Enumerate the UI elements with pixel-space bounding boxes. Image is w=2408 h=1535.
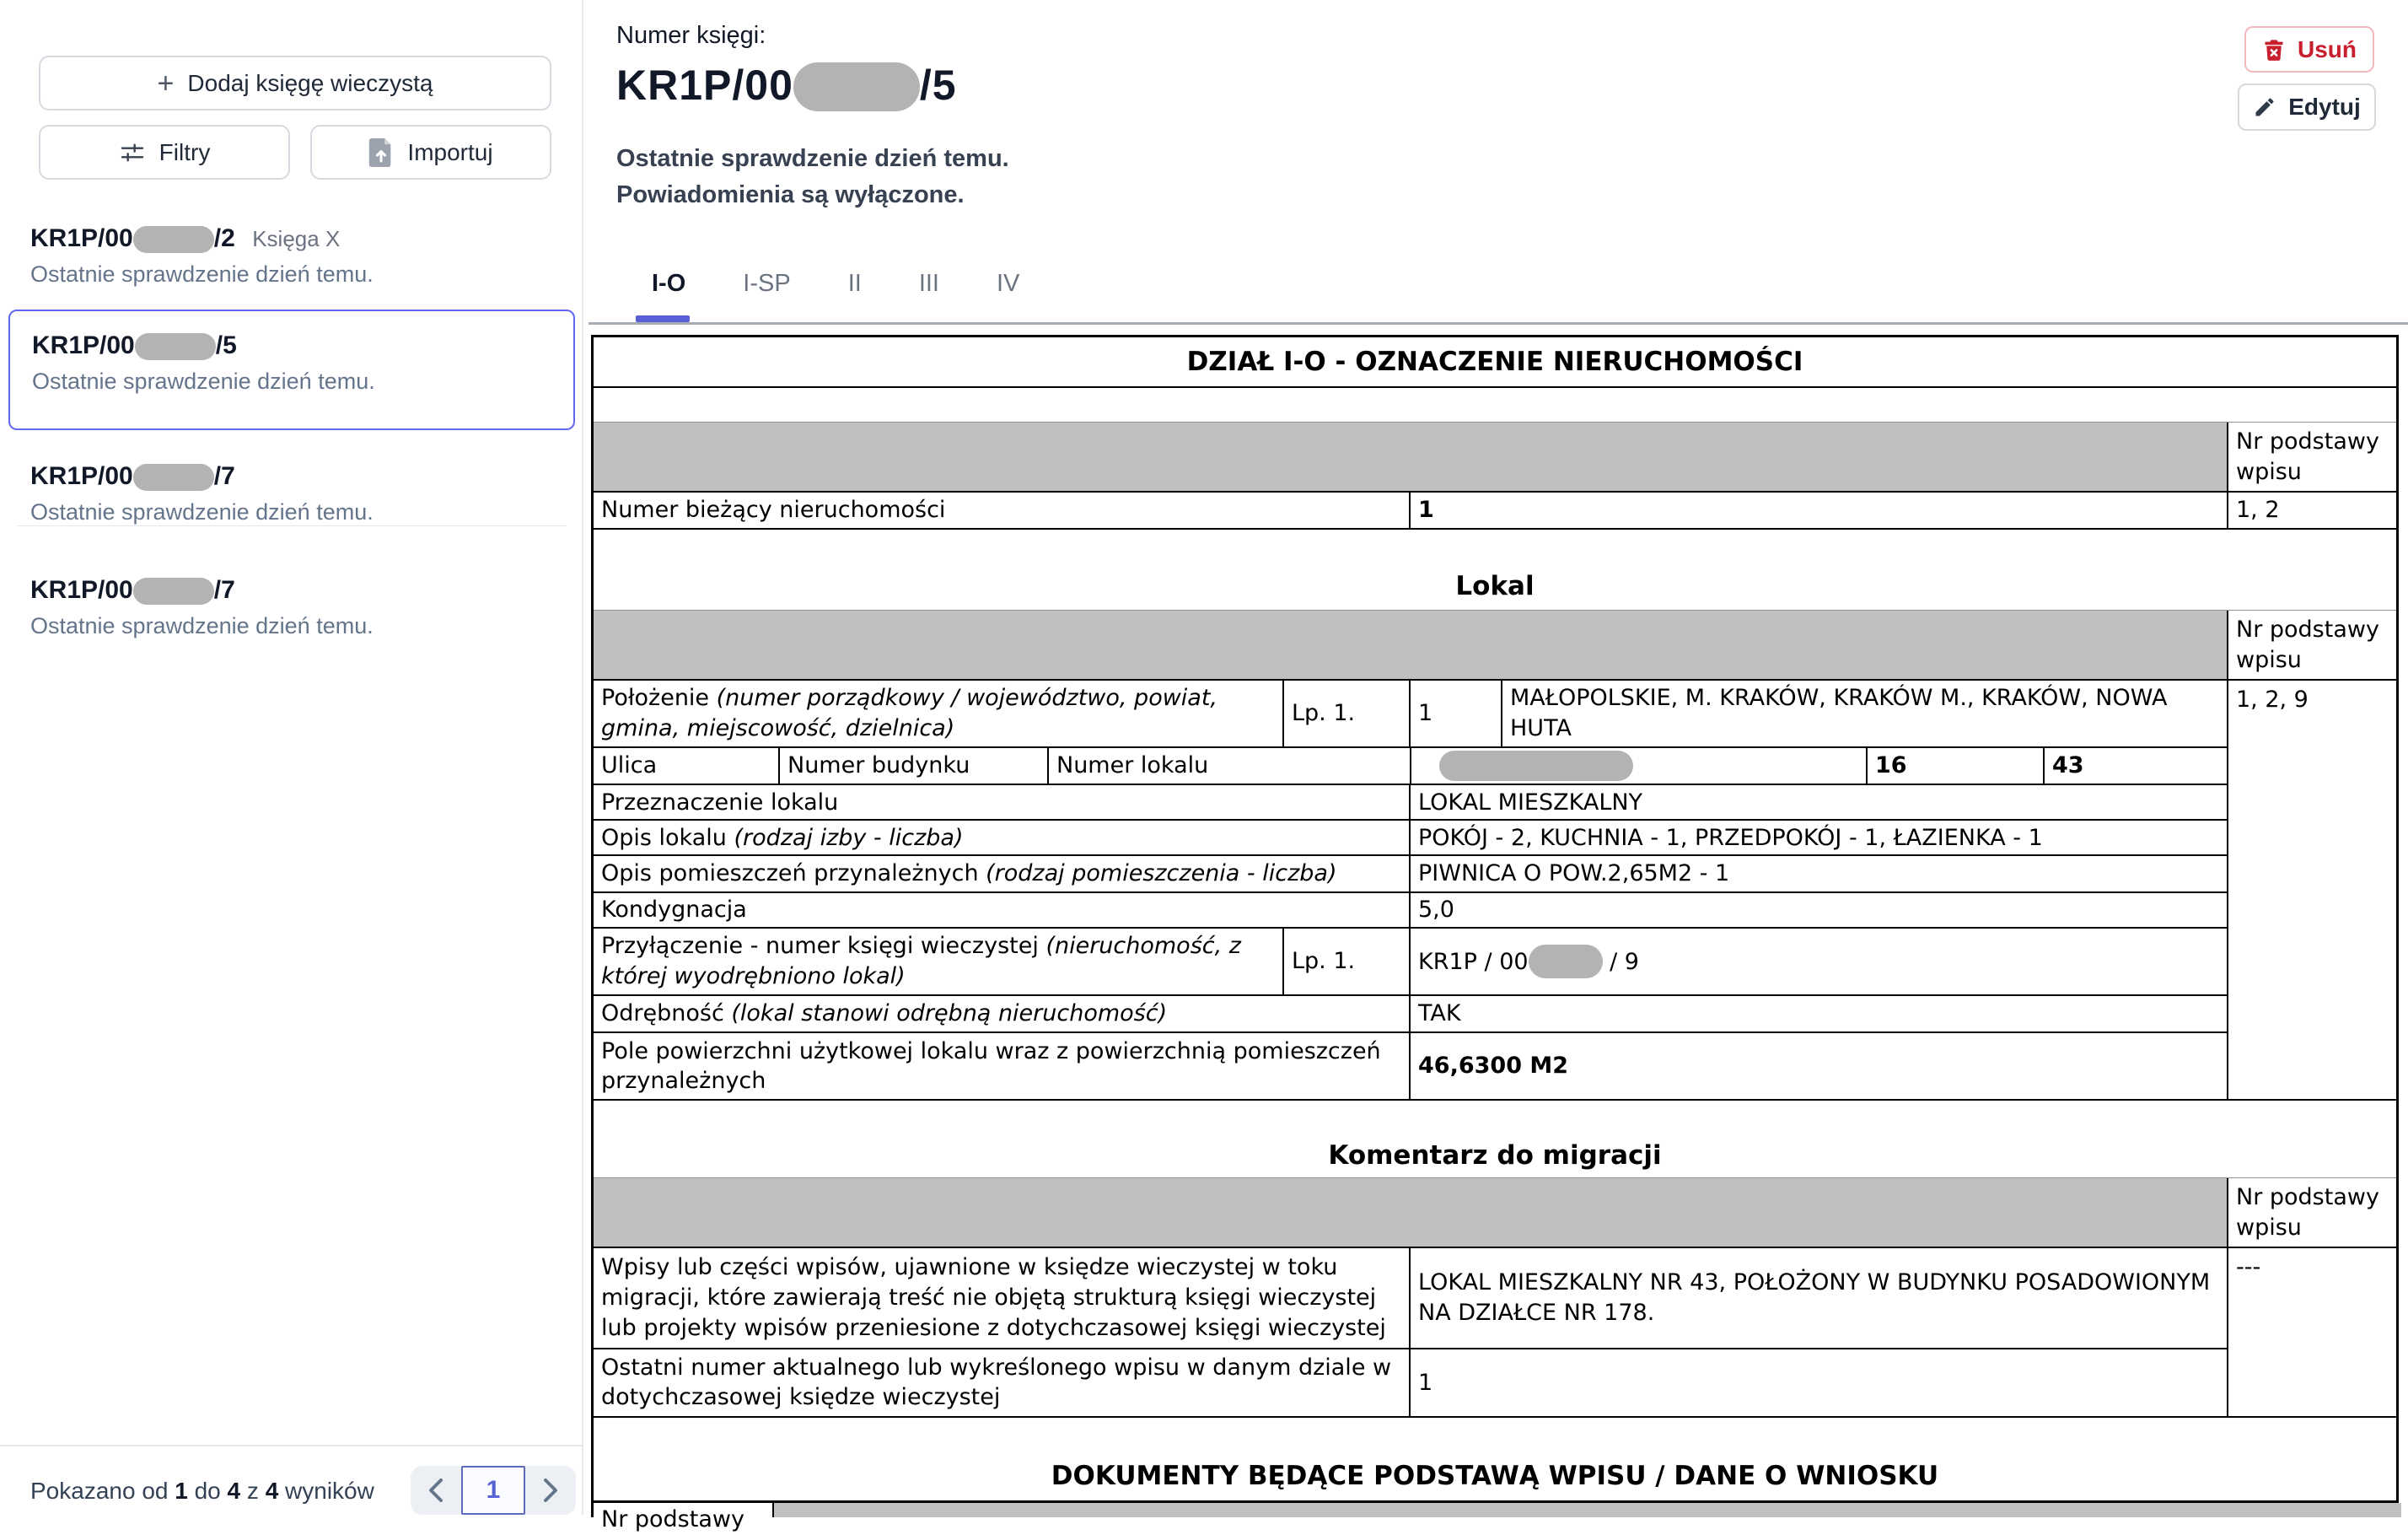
registry-number: KR1P/00 /2: [30, 224, 235, 252]
row-label: Numer budynku: [778, 748, 1047, 784]
row-value: 16: [1866, 748, 2043, 784]
tab-ii[interactable]: II: [847, 270, 862, 297]
plus-icon: +: [157, 67, 175, 100]
gray-band: [594, 1178, 2227, 1247]
section-tabs: [648, 270, 1023, 316]
pagination: [411, 1466, 576, 1515]
row-label: Nr podstawy: [601, 1506, 744, 1532]
results-summary: Pokazano od 1 do 4 z 4 wyników: [30, 1478, 374, 1504]
gray-band: [772, 1503, 2401, 1517]
registry-status: Ostatnie sprawdzenie dzień temu.: [30, 261, 374, 287]
tab-i-o[interactable]: I-O: [652, 270, 686, 297]
active-tab-indicator: [636, 315, 690, 322]
list-item-selected[interactable]: [8, 310, 575, 430]
row-label: Opis lokalu (rodzaj izby - liczba): [601, 824, 964, 851]
main-panel: [583, 0, 2408, 1532]
section-title-komentarz: Komentarz do migracji: [1328, 1140, 1662, 1171]
next-page-button[interactable]: [525, 1466, 576, 1515]
section-title-lokal: Lokal: [1455, 571, 1535, 602]
row-label: Przeznaczenie lokalu: [601, 789, 839, 816]
redaction-pill: [1439, 751, 1633, 781]
redaction-pill: [133, 578, 214, 605]
tab-i-sp[interactable]: I-SP: [743, 270, 791, 297]
row-label: Numer lokalu: [1047, 748, 1410, 784]
row-value: MAŁOPOLSKIE, M. KRAKÓW, KRAKÓW M., KRAKÓW, NOWA HUTA: [1501, 681, 2227, 746]
row-label: Opis pomieszczeń przynależnych (rodzaj pomieszczenia - liczba): [601, 860, 1337, 887]
list-item[interactable]: [0, 213, 583, 299]
row-value: PIWNICA O POW.2,65M2 - 1: [1409, 856, 2227, 891]
row-value: KR1P / 00 / 9: [1409, 929, 2227, 994]
gray-band: [594, 611, 2227, 679]
row-value: 1: [1409, 1349, 2227, 1416]
redaction-pill: [133, 464, 214, 491]
gray-band: [594, 423, 2227, 491]
registry-number: KR1P/00 /5: [32, 331, 237, 359]
registry-table: [591, 335, 2399, 1532]
row-value: 5,0: [1409, 893, 2227, 927]
row-value: TAK: [1409, 996, 2227, 1032]
list-divider: [17, 525, 567, 526]
row-label: Kondygnacja: [601, 897, 747, 924]
redaction-pill: [133, 226, 214, 253]
tabs-divider: [589, 322, 2408, 325]
row-value: 43: [2043, 748, 2227, 784]
row-label: Odrębność (lokal stanowi odrębną nieruchomość): [601, 1000, 1168, 1027]
section-title-dokumenty: DOKUMENTY BĘDĄCE PODSTAWĄ WPISU / DANE O WNIOSKU: [1051, 1460, 1939, 1491]
edit-button[interactable]: [2238, 83, 2376, 131]
page-title: KR1P/00 /5: [616, 61, 957, 111]
delete-label: Usuń: [2298, 35, 2357, 62]
row-value: LOKAL MIESZKALNY: [1409, 785, 2227, 819]
sidebar: [0, 0, 583, 1515]
list-item[interactable]: [0, 551, 583, 651]
row-basis: 1, 2, 9: [2227, 681, 2401, 1099]
add-registry-button[interactable]: [39, 56, 551, 110]
row-label: Pole powierzchni użytkowej lokalu wraz z powierzchnią pomieszczeń przynależnych: [601, 1037, 1381, 1095]
registry-list: [0, 213, 583, 651]
row-lp: Lp. 1.: [1282, 929, 1409, 994]
row-basis: ---: [2227, 1248, 2401, 1416]
registry-status: Ostatnie sprawdzenie dzień temu.: [32, 369, 375, 394]
redaction-pill: [793, 62, 920, 111]
row-value: LOKAL MIESZKALNY NR 43, POŁOŻONY W BUDYNKU POSADOWIONYM NA DZIAŁCE NR 178.: [1409, 1248, 2227, 1348]
row-label: Wpisy lub części wpisów, ujawnione w księdze wieczystej w toku migracji, które zawierają treść nie objętą strukturą księgi wieczystej lub projekty wpisów przeniesione z dotychczasowej księgi wieczystej: [601, 1254, 1386, 1341]
row-lp: Lp. 1.: [1282, 681, 1409, 746]
row-value: POKÓJ - 2, KUCHNIA - 1, PRZEDPOKÓJ - 1, ŁAZIENKA - 1: [1409, 821, 2227, 854]
status-last-check: Ostatnie sprawdzenie dzień temu.: [616, 145, 1009, 172]
tab-iii[interactable]: III: [918, 270, 939, 297]
registry-status: Ostatnie sprawdzenie dzień temu.: [30, 613, 374, 638]
import-button[interactable]: [310, 125, 551, 180]
filters-button[interactable]: [39, 125, 290, 180]
registry-number: KR1P/00 /7: [30, 462, 235, 490]
footer-divider: [0, 1445, 583, 1446]
trash-icon: [2262, 38, 2286, 62]
edit-label: Edytuj: [2288, 94, 2361, 120]
delete-button[interactable]: [2244, 26, 2374, 73]
list-item[interactable]: [0, 440, 583, 551]
import-label: Importuj: [407, 138, 493, 165]
current-page-button[interactable]: 1: [461, 1466, 525, 1515]
import-file-icon: [368, 138, 394, 167]
row-label: Przyłączenie - numer księgi wieczystej (nieruchomość, z której wyodrębniono lokal): [601, 933, 1241, 989]
registry-number: KR1P/00 /7: [30, 576, 235, 604]
row-value: 1: [1409, 493, 2227, 528]
row-value: 46,6300 M2: [1409, 1033, 2227, 1099]
redaction-pill: [1529, 945, 1603, 978]
filters-label: Filtry: [159, 138, 211, 165]
chevron-right-icon: [541, 1478, 560, 1503]
basis-column-header: Nr podstawy wpisu: [2227, 611, 2401, 679]
redaction-pill: [135, 333, 216, 360]
row-basis: 1, 2: [2227, 493, 2401, 528]
add-registry-label: Dodaj księgę wieczystą: [187, 69, 433, 96]
registry-badge: Księga X: [252, 226, 341, 251]
registry-number-label: Numer księgi:: [616, 22, 766, 49]
registry-status: Ostatnie sprawdzenie dzień temu.: [30, 499, 374, 525]
status-notifications: Powiadomienia są wyłączone.: [616, 181, 965, 208]
basis-column-header: Nr podstawy wpisu: [2227, 1178, 2401, 1247]
row-label: Ulica: [601, 752, 658, 779]
row-label: Ostatni numer aktualnego lub wykreślonego wpisu w danym dziale w dotychczasowej księdze wieczystej: [601, 1354, 1392, 1411]
basis-column-header: Nr podstawy wpisu: [2227, 423, 2401, 491]
sliders-icon: [119, 139, 146, 166]
row-label: Numer bieżący nieruchomości: [601, 497, 946, 524]
row-label: Położenie (numer porządkowy / województwo, powiat, gmina, miejscowość, dzielnica): [601, 685, 1218, 741]
pencil-icon: [2253, 95, 2276, 119]
prev-page-button[interactable]: [411, 1466, 461, 1515]
row-num: 1: [1409, 681, 1501, 746]
chevron-left-icon: [427, 1478, 445, 1503]
tab-iv[interactable]: IV: [996, 270, 1020, 297]
section-title-dzial-io: DZIAŁ I-O - OZNACZENIE NIERUCHOMOŚCI: [1186, 346, 1803, 377]
row-value-street: [1410, 748, 1866, 784]
